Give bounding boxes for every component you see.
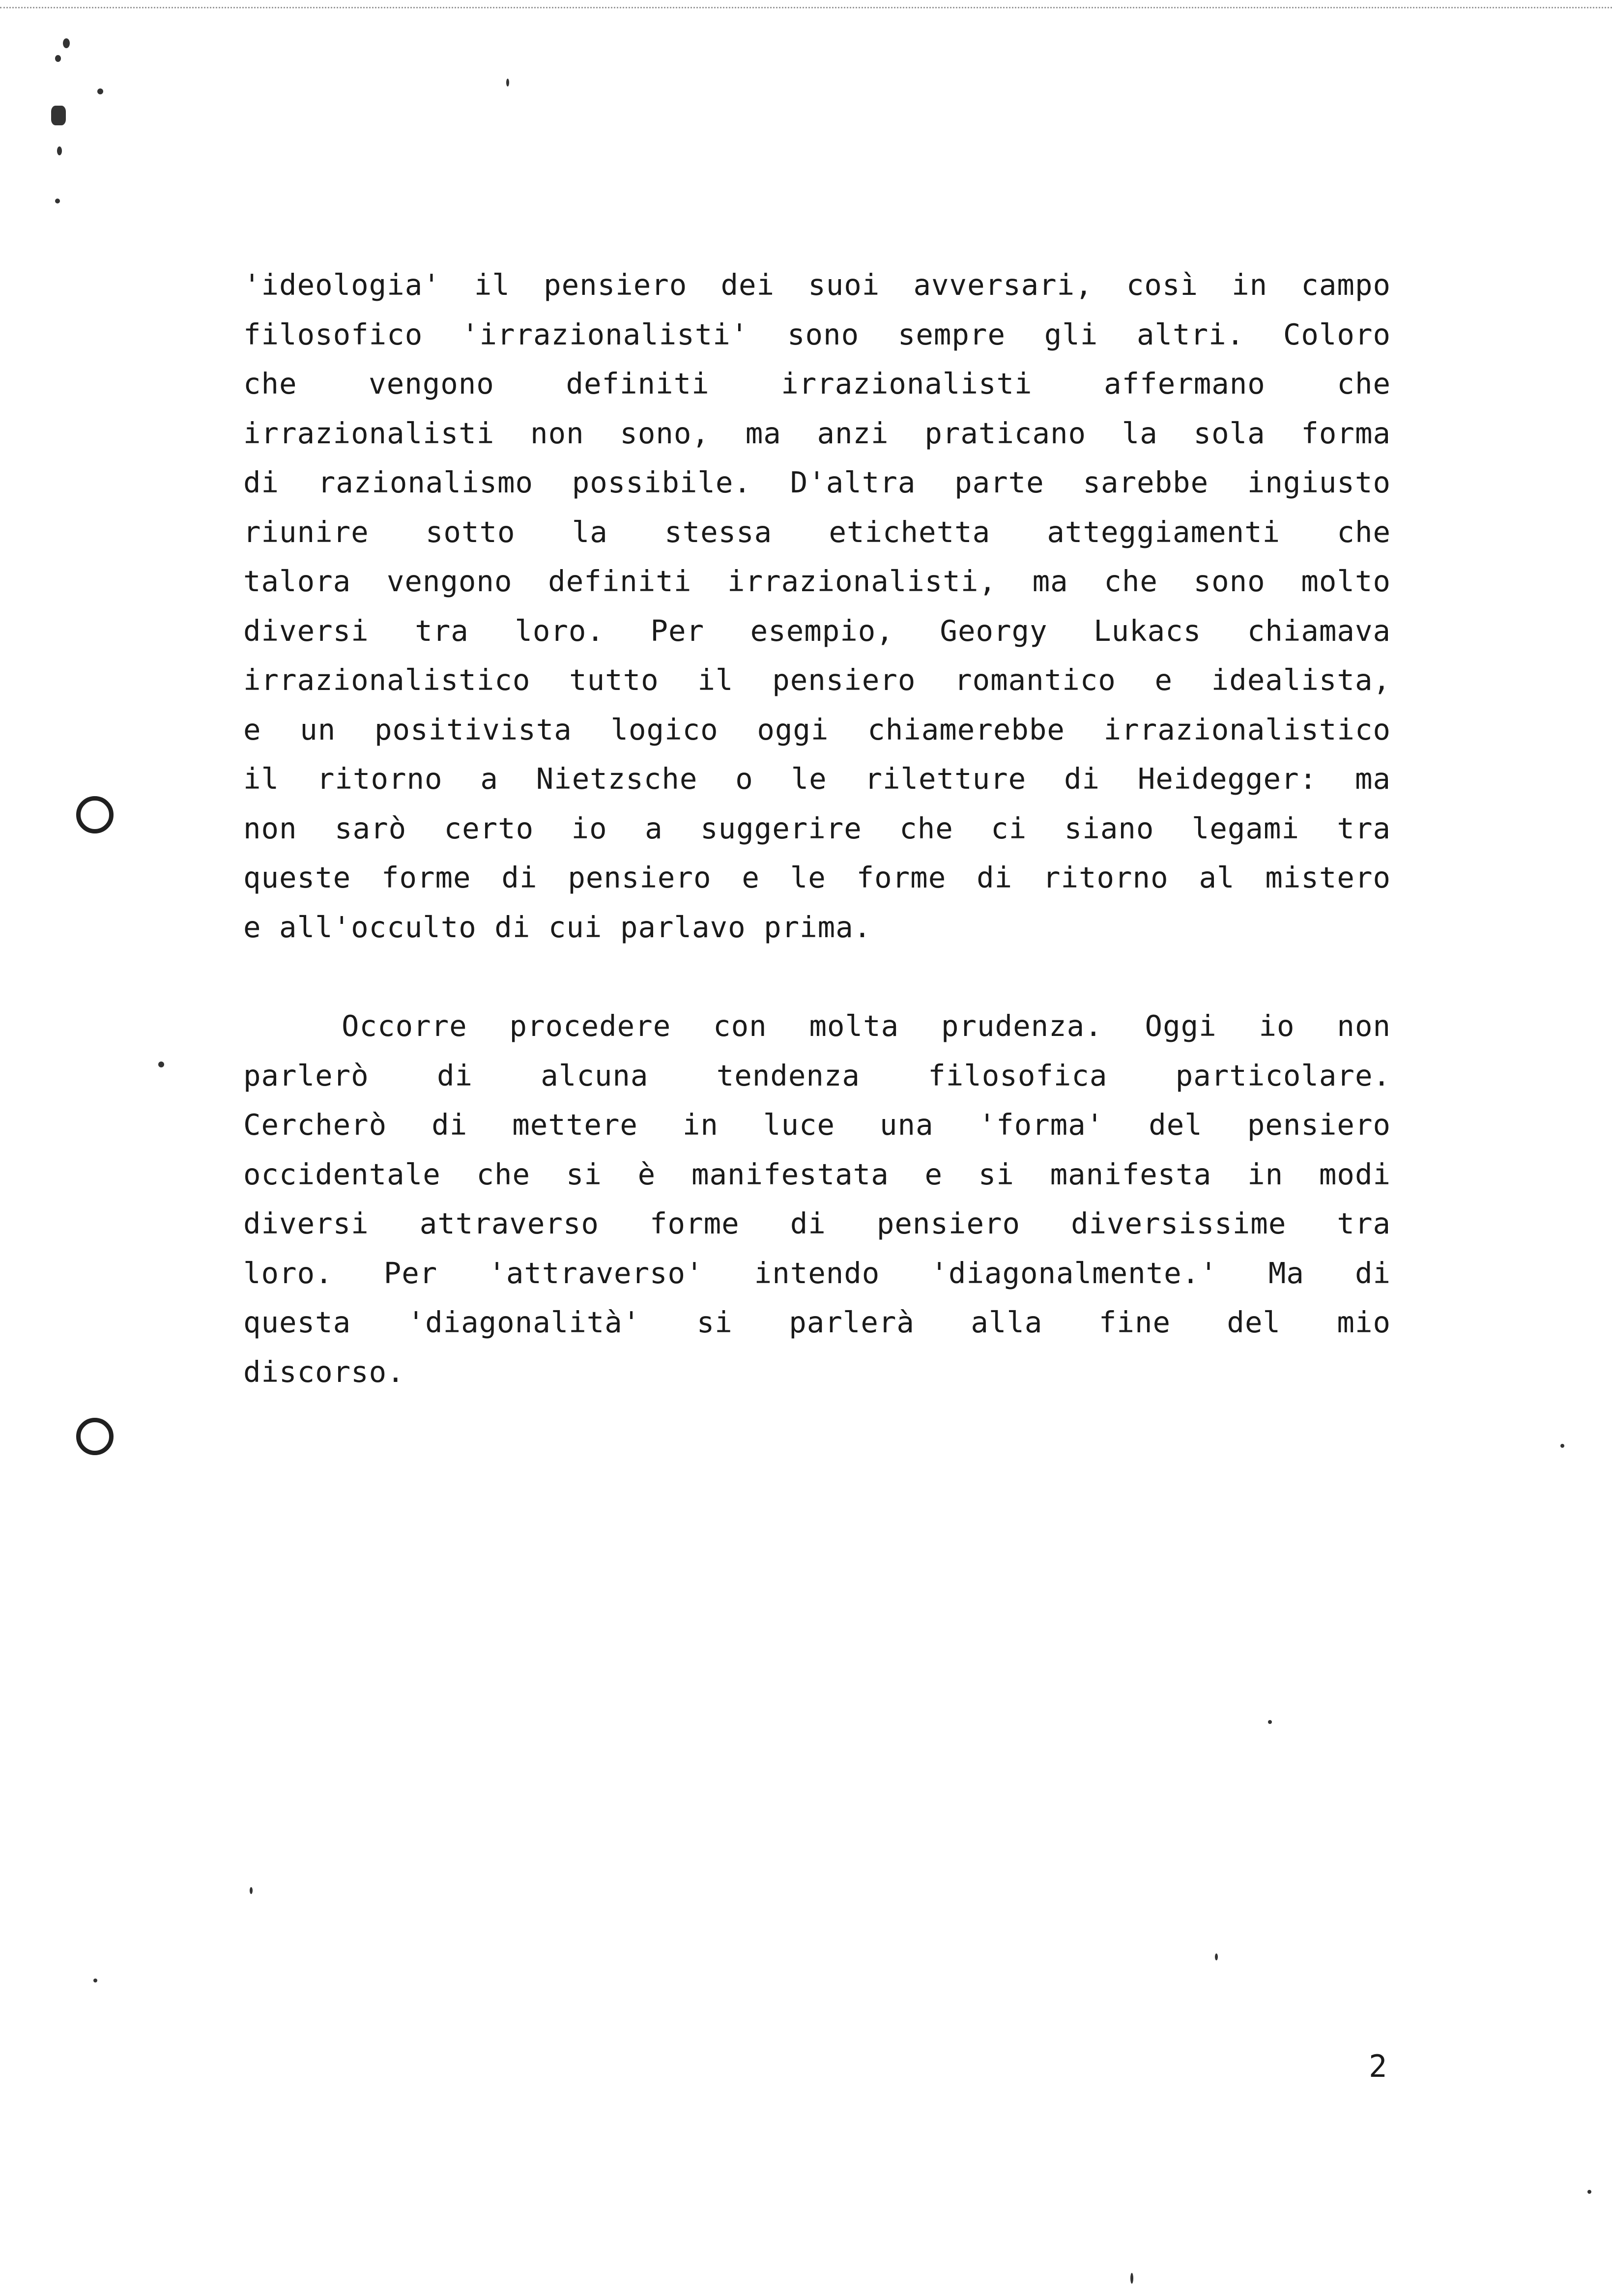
punch-hole-upper [76,796,114,833]
text-line: loro. Per 'attraverso' intendo 'diagonalmente.' Ma di [243,1256,1391,1290]
text-line: riunire sotto la stessa etichetta atteggiamenti che [243,515,1391,549]
punch-hole-lower [76,1418,114,1455]
scan-speck [158,1062,164,1067]
text-line: di razionalismo possibile. D'altra parte sarebbe ingiusto [243,465,1391,499]
paragraph-2 [243,1002,1391,1397]
scan-speck [1130,2273,1133,2284]
text-line: Cercherò di mettere in luce una 'forma' del pensiero [243,1108,1391,1142]
text-line: filosofico 'irrazionalisti' sono sempre gli altri. Coloro [243,317,1391,351]
paragraph-1 [243,260,1391,952]
scan-speck [55,199,60,203]
text-line: 'ideologia' il pensiero dei suoi avversari, così in campo [243,268,1391,302]
scan-speck [97,88,103,94]
text-line: che vengono definiti irrazionalisti affermano che [243,367,1391,401]
text-line: discorso. [243,1354,405,1389]
scan-speck [63,38,70,48]
scan-speck [93,1979,97,1982]
text-line: diversi tra loro. Per esempio, Georgy Lukacs chiamava [243,613,1391,648]
scan-speck [250,1887,253,1894]
text-line: Occorre procedere con molta prudenza. Oggi io non [342,1009,1391,1043]
text-line: queste forme di pensiero e le forme di ritorno al mistero [243,861,1391,894]
scan-speck [51,106,66,125]
page-number: 2 [1369,2048,1387,2084]
scan-speck [1215,1953,1218,1960]
scan-speck [1560,1444,1564,1448]
text-line: diversi attraverso forme di pensiero diversissime tra [243,1206,1391,1240]
scan-speck [506,79,509,86]
text-line: non sarò certo io a suggerire che ci siano legami tra [243,811,1391,845]
text-line: irrazionalisti non sono, ma anzi praticano la sola forma [243,416,1391,450]
scan-speck [57,146,62,155]
text-line: e un positivista logico oggi chiamerebbe irrazionalistico [243,712,1391,746]
scan-speck [1268,1720,1272,1724]
text-line: e all'occulto di cui parlavo prima. [243,910,872,944]
text-line: questa 'diagonalità' si parlerà alla fine del mio [243,1305,1391,1339]
text-line: parlerò di alcuna tendenza filosofica particolare. [243,1058,1391,1092]
text-line: talora vengono definiti irrazionalisti, ma che sono molto [243,564,1391,598]
scan-speck [1587,2190,1591,2194]
text-line: irrazionalistico tutto il pensiero romantico e idealista, [243,663,1391,697]
scan-top-edge [0,7,1612,8]
scan-speck [55,55,61,62]
text-line: il ritorno a Nietzsche o le riletture di Heidegger: ma [243,762,1391,796]
text-line: occidentale che si è manifestata e si manifesta in modi [243,1157,1391,1191]
